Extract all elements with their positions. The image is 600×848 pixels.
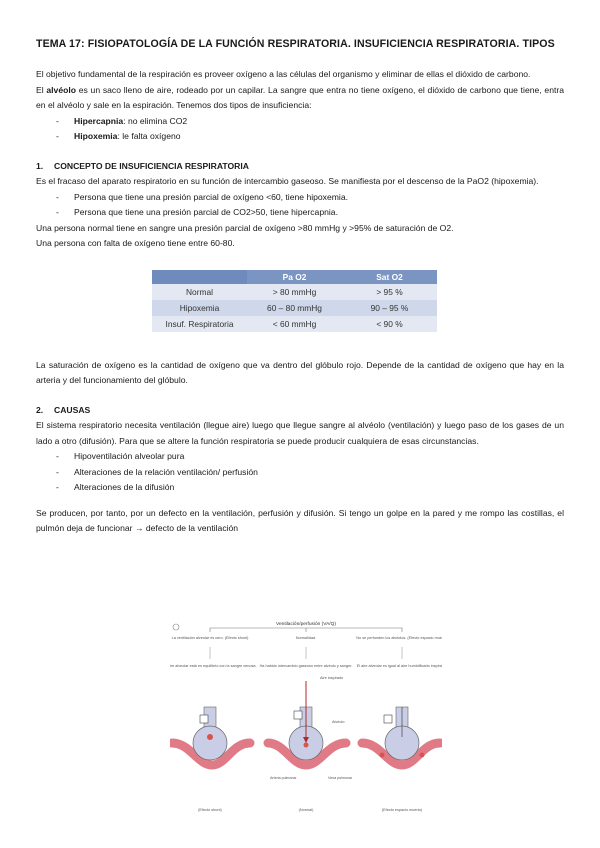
intro-paragraph-2: El alvéolo es un saco lleno de aire, rodeado por un capilar. La sangre que entra no tiene oxígeno, el dióxido de carbono que tiene, entra en el alvéolo y sale en la espiración. Tenemos dos tipos de insuficiencia:	[36, 84, 565, 110]
figure-header: Ventilación/perfusión (VA/Q)	[276, 622, 336, 627]
col-right-mid: El aire alveolar es igual al aire humidificado inspirado.	[356, 664, 442, 668]
col-mid-top: Normalidad.	[295, 636, 317, 640]
section-1-paragraph: Es el fracaso del aparato respiratorio en su función de intercambio gaseoso. Se manifiesta por el descenso de la PaO2 (hipoxemia).	[36, 176, 539, 186]
section-2-heading: 2. CAUSAS	[36, 404, 91, 415]
section-1-paragraph-2: Una persona normal tiene en sangre una presión parcial de oxígeno >80 mmHg y >95% de saturación de O2.	[36, 222, 454, 233]
table-header-cell	[152, 270, 247, 284]
ventilation-perfusion-figure	[170, 615, 442, 837]
table-header-cell: Pa O2	[247, 270, 342, 284]
list-item: - Alteraciones de la difusión	[36, 480, 564, 496]
table-row: Hipoxemia 60 – 80 mmHg 90 – 95 %	[152, 300, 437, 316]
table-row: Normal > 80 mmHg > 95 %	[152, 284, 437, 300]
artery-label: Arteria pulmonar	[270, 776, 297, 780]
caption-right: (Efecto espacio muerto)	[381, 808, 423, 812]
section-2-paragraph: El sistema respiratorio necesita ventilación (llegue aire) luego que llegue sangre al alvéolo (ventilación) y luego paso de los gases de un lado a otro (difusión). Para que se altere la función respiratoria se puede producir cualquiera de esas circunstancias.	[36, 420, 564, 446]
col-left-top: La ventilación alveolar es cero. (Efecto shunt)	[171, 636, 249, 640]
list-item: - Persona que tiene una presión parcial de oxígeno <60, tiene hipoxemia.	[36, 190, 564, 206]
list-item: - Hipercapnia: no elimina CO2	[36, 114, 564, 130]
list-item: - Hipoxemia: le falta oxígeno	[36, 129, 564, 145]
air-label: Aire inspirado	[320, 676, 344, 680]
section-1-paragraph-3: Una persona con falta de oxígeno tiene entre 60-80.	[36, 238, 235, 248]
figure-marker-icon	[173, 624, 179, 630]
alveolo-term: alvéolo	[46, 84, 77, 95]
table-row: Insuf. Respiratoria < 60 mmHg < 90 %	[152, 316, 437, 332]
section-2-paragraph-2: Se producen, por tanto, por un defecto en la ventilación, perfusión y difusión. Si tengo un golpe en la pared y me rompo las costillas, el pulmón deja de funcionar → defecto de la ventilación	[36, 507, 564, 533]
intro-paragraph-1: El objetivo fundamental de la respiración es proveer oxígeno a las células del organismo y eliminar de ellas el dióxido de carbono.	[36, 69, 531, 79]
oxygen-values-table	[152, 270, 437, 332]
list-item: - Alteraciones de la relación ventilación/ perfusión	[36, 465, 564, 481]
alveolus-middle	[289, 681, 323, 760]
insufficiency-types-list	[36, 114, 564, 145]
list-item: - Persona que tiene una presión parcial de CO2>50, tiene hipercapnia.	[36, 205, 564, 221]
list-item: - Hipoventilación alveolar pura	[36, 449, 564, 465]
causes-list	[36, 449, 564, 496]
col-right-top: No se perfunden los alvéolos. (Efecto espacio muerto)	[356, 636, 442, 640]
caption-left: (Efecto shunt)	[198, 808, 222, 812]
section-1-list	[36, 190, 564, 221]
section-1-heading: 1. CONCEPTO DE INSUFICIENCIA RESPIRATORIA	[36, 160, 249, 171]
table-header-cell: Sat O2	[342, 270, 437, 284]
alveolo-label: Alvéolo	[332, 720, 345, 724]
col-mid-mid: Ha habido intercambio gaseoso entre alvéolo y sangre.	[259, 664, 353, 668]
caption-middle: (Normal)	[298, 808, 314, 812]
document-page	[36, 38, 564, 537]
alveolus-left	[193, 707, 227, 760]
vein-label: Vena pulmonar	[328, 776, 353, 780]
saturation-paragraph: La saturación de oxígeno es la cantidad de oxígeno que va dentro del glóbulo rojo. Depende de la cantidad de oxígeno que hay en la arteria y del funcionamiento del glóbulo.	[36, 359, 564, 385]
document-title: TEMA 17: FISIOPATOLOGÍA DE LA FUNCIÓN RESPIRATORIA. INSUFICIENCIA RESPIRATORIA. TIPOS	[36, 38, 555, 50]
col-left-mid: El aire alveolar está en equilibrio con la sangre venosa.	[170, 664, 257, 668]
